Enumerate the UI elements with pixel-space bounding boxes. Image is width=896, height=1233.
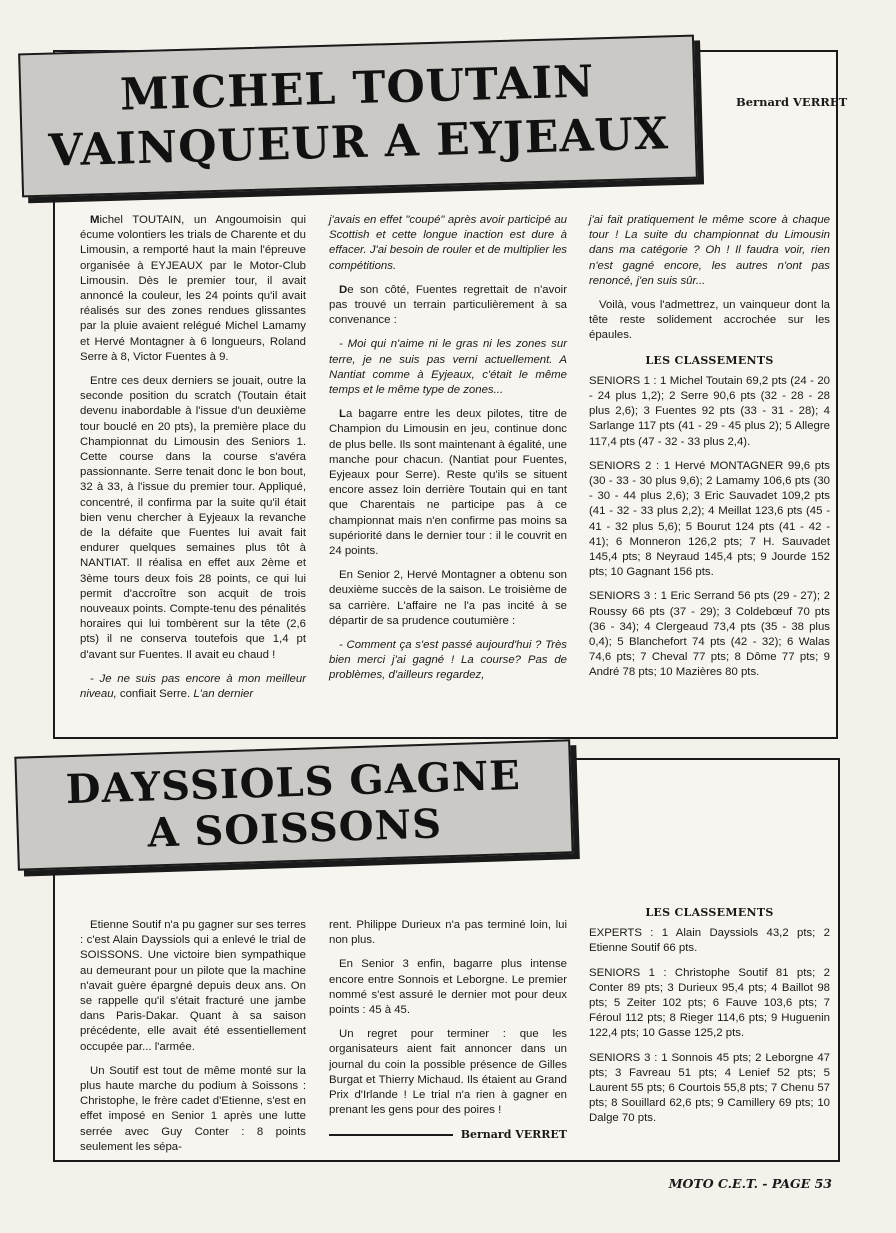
article2-title-line2: A SOISSONS: [146, 800, 443, 857]
paragraph: Entre ces deux derniers se jouait, outre la seconde position du scratch (Toutain était devenu inabordable à l'issue d'un deuxième tour bouclé en 20 pts), la première place du Championnat du Limousin des Seniors 1. Cette course dans la course s'avéra passionnante. Serre tenait donc le bon bout, 32 à 33, à l'issue du premier tour. Appliqué, concentré, il confirma par la suite qu'il était bien venu chercher à Eyjeaux la revanche de la défaite que Fuentes lui avait fait endurer quelques semaines plus tôt à NANTIAT. Il réalisa en effet aux 2ème et 3ème tours deux fois 28 points, ce qui lui permit d'accroître son acquit de trois nouveaux points. Compte-tenu des pénalités horaires qui lui tombèrent sur la tête (2,6 pts) il ne conserva toutefois que 1,4 pt d'avant sur Fuentes. Il avait eu chaud !: [80, 375, 306, 661]
classements-title: LES CLASSEMENTS: [645, 353, 774, 367]
article1-title-line1: MICHEL TOUTAIN: [119, 56, 596, 121]
article2-column-3: [589, 903, 830, 1136]
paragraph: En Senior 3 enfin, bagarre plus intense encore entre Sonnois et Leborgne. Le premier nommé s'est assuré le dernier mot pour deux points : 45 à 45.: [329, 958, 567, 1017]
paragraph: e son côté, Fuentes regrettait de n'avoir pas trouvé un terrain particulièrement à sa convenance :: [329, 283, 567, 327]
article1-title-line2: VAINQUEUR A EYJEAUX: [47, 108, 670, 177]
article1-title-banner: [18, 35, 698, 198]
paragraph: ichel TOUTAIN, un Angoumoisin qui écume volontiers les trials de Charente et du Limousin, a remporté haut la main l'épreuve organisée à EYJEAUX par le Motor-Club Limousin. Dès le premier tour, il avait annoncé la couleur, les 24 points qu'il avait réalisés sur des zones rendues glissantes par la pluie avaient relégué Michel Lamamy et Hervé Montagner à 6 longueurs, Roland Serre à 8, Victor Fuentes à 9.: [80, 214, 306, 363]
results-seniors3: SENIORS 3 : 1 Eric Serrand 56 pts (29 - 27); 2 Roussy 66 pts (37 - 29); 3 Coldebœuf 70 pts (36 - 34); 4 Clergeaud 73,4 pts (35 - 38 plus 0,4); 5 Blanchefort 74 pts (42 - 32); 6 Walas 74,6 pts; 7 Cheval 77 pts; 8 Dôme 77 pts; 9 André 78 pts; 10 Mazières 80 pts.: [589, 590, 830, 679]
paragraph: Un Soutif est tout de même monté sur la plus haute marche du podium à Soissons : Christophe, le frère cadet d'Etienne, s'est en effet imposé en Senior 1 après une lutte serrée avec Guy Conter : 8 points seulement les sépa-: [80, 1064, 306, 1153]
results-seniors1: SENIORS 1 : 1 Michel Toutain 69,2 pts (24 - 20 - 24 plus 1,2); 2 Serre 90,6 pts (32 - 28 - 28 plus 2,6); 3 Fuentes 92 pts (33 - 31 - 28); 4 Sarlange 117 pts (41 - 29 - 45 plus 2); 5 Allegre 117,4 pts (47 - 32 - 33 plus 2,4).: [589, 374, 830, 448]
article1-column-2: j'avais en effet "coupé" après avoir participé au Scottish et cette longue inaction est dure à effacer. J'ai besoin de rouler et de multiplier les compétitions. De son côté, Fuentes regrettait de n'avoir pas trouvé un terrain particulièrement à sa convenance : - Moi qui n'aime ni le gras ni les zones sur terre, je ne suis pas verni actuellement. A Nantiat comme à Eyjeaux, c'était le même temps et le même type de zones... La bagarre entre les deux pilotes, titre de Champion du Limousin en jeu, continue donc de plus belle. Ils sont maintenant à égalité, une manche pour chacun. (Nantiat pour Fuentes, Eyjeaux pour Serre). Reste qu'ils se situent encore assez loin derrière Toutain qui en tant que Charentais ne participe pas à ce championnat mais n'en confirme pas moins sa supériorité dans le dernier tour : il le couvrit en 24 points. En Senior 2, Hervé Montagner a obtenu son deuxième succès de la saison. Le troisième de sa carrière. L'affaire ne l'a pas incité à se départir de sa prudence coutumière : - Comment ça s'est passé aujourd'hui ? Très bien merci j'ai gagné ! La course? Pas de problèmes, d'ailleurs regardez,: [329, 213, 567, 693]
paragraph: a bagarre entre les deux pilotes, titre de Champion du Limousin en jeu, continue donc de plus belle. Ils sont maintenant à égalité, une manche pour chacun. (Nantiat pour Fuentes, Eyjeaux pour Serre). Reste qu'ils se situent encore assez loin derrière Toutain qui en tant que Charentais ne participe pas à ce championnat mais n'en confirme pas moins sa supériorité dans le dernier tour : il le couvrit en 24 points.: [329, 408, 567, 558]
article2-title-line1: DAYSSIOLS GAGNE: [65, 751, 522, 814]
quote-paragraph: - Comment ça s'est passé aujourd'hui ? Très bien merci j'ai gagné ! La course? Pas de problèmes, d'ailleurs regardez,: [329, 639, 567, 682]
classements-title: LES CLASSEMENTS: [645, 906, 774, 919]
article2-column-2: [329, 918, 567, 1143]
article1-column-1: Michel TOUTAIN, un Angoumoisin qui écume volontiers les trials de Charente et du Limousin, a remporté haut la main l'épreuve organisée à EYJEAUX par le Motor-Club Limousin. Dès le premier tour, il avait annoncé la couleur, les 24 points qu'il avait réalisés sur des zones rendues glissantes par la pluie avaient relégué Michel Lamamy et Hervé Montagner à 6 longueurs, Roland Serre à 8, Victor Fuentes à 9. Entre ces deux derniers se jouait, outre la seconde position du scratch (Toutain était devenu inabordable à l'issue d'un deuxième tour bouclé en 20 pts), la première place du Championnat du Limousin des Seniors 1. Cette course dans la course s'avéra passionnante. Serre tenait donc le bon bout, 32 à 33, à l'issue du premier tour. Appliqué, concentré, il confirma par la suite qu'il était bien venu chercher à Eyjeaux la revanche de la défaite que Fuentes lui avait fait endurer quelques semaines plus tôt à NANTIAT. Il réalisa en effet aux 2ème et 3ème tours deux fois 28 points, ce qui lui permit d'accroître son acquit de trois nouveaux points. Compte-tenu des pénalités horaires qui lui tombèrent sur la tête (2,6 pts) il ne conserva toutefois que 1,4 pt d'avant sur Fuentes. Il avait eu chaud ! - Je ne suis pas encore à mon meilleur niveau, confiait Serre. L'an dernier: [80, 213, 306, 711]
paragraph: En Senior 2, Hervé Montagner a obtenu son deuxième succès de la saison. Le troisième de sa carrière. L'affaire ne l'a pas incité à se départir de sa prudence coutumière :: [329, 569, 567, 627]
quote-paragraph: j'ai fait pratiquement le même score à chaque tour ! La suite du championnat du Limousin dans ma catégorie ? Oh ! Il faudra voir, rien n'est gagné encore, les autres n'ont pas renoncé, j'en suis sûr...: [589, 214, 830, 287]
page-footer: MOTO C.E.T. - PAGE 53: [668, 1176, 832, 1191]
results-seniors3: SENIORS 3 : 1 Sonnois 45 pts; 2 Leborgne 47 pts; 3 Favreau 51 pts; 4 Lenief 52 pts; 5 Laurent 55 pts; 6 Courtois 55,8 pts; 7 Chenu 57 pts; 8 Souillard 62,6 pts; 9 Camillery 69 pts; 10 Dalge 70 pts.: [589, 1051, 830, 1125]
paragraph: Etienne Soutif n'a pu gagner sur ses terres : c'est Alain Dayssiols qui a enlevé le trial de SOISSONS. Une victoire bien sympathique au demeurant pour un pilote que la machine n'avait guère épargné depuis deux ans. On se rappelle qu'il s'était fracturé une jambe dans Paris-Dakar. Quant à sa saison précédente, elle avait été essentiellement occupée par... l'armée.: [80, 919, 306, 1053]
quote-paragraph: j'avais en effet "coupé" après avoir participé au Scottish et cette longue inaction est dure à effacer. J'ai besoin de rouler et de multiplier les compétitions.: [329, 214, 567, 272]
article1-column-3: [589, 213, 830, 690]
byline-rule: [329, 1134, 453, 1136]
paragraph: Voilà, vous l'admettrez, un vainqueur dont la tête reste solidement accrochée sur les épaules.: [589, 299, 830, 342]
results-experts: EXPERTS : 1 Alain Dayssiols 43,2 pts; 2 Etienne Soutif 66 pts.: [589, 927, 830, 955]
quote-paragraph: - Je ne suis pas encore à mon meilleur niveau, confiait Serre. L'an dernier: [80, 672, 306, 701]
paragraph: rent. Philippe Durieux n'a pas terminé loin, lui non plus.: [329, 919, 567, 947]
byline-text: Bernard VERRET: [460, 1128, 567, 1142]
article2-title-banner: [14, 739, 573, 870]
article1-byline: Bernard VERRET: [736, 95, 848, 109]
quote-paragraph: - Moi qui n'aime ni le gras ni les zones sur terre, je ne suis pas verni actuellement. A Nantiat comme à Eyjeaux, c'était le même temps et le même type de zones...: [329, 338, 567, 397]
article2-column-1: [80, 918, 306, 1164]
article2-byline: [329, 1127, 567, 1142]
results-seniors1: SENIORS 1 : Christophe Soutif 81 pts; 2 Conter 89 pts; 3 Durieux 95,4 pts; 4 Baillot 98 pts; 5 Zeiter 102 pts; 6 Fauve 103,6 pts; 7 Féroul 112 pts; 8 Rieger 114,6 pts; 9 Huguenin 122,4 pts; 10 Gasse 125,2 pts.: [589, 966, 830, 1040]
paragraph: Un regret pour terminer : que les organisateurs aient fait annoncer dans un journal du coin la possible présence de Gilles Burgat et Thierry Michaud. Ils étaient au Grand Prix d'Irlande ! Le trial n'a rien à gagner en prenant les gens pour des poires !: [329, 1028, 567, 1117]
results-seniors2: SENIORS 2 : 1 Hervé MONTAGNER 99,6 pts (30 - 33 - 30 plus 9,6); 2 Lamamy 106,6 pts (30 - 30 - 44 plus 2,6); 3 Eric Sauvadet 109,2 pts (41 - 32 - 33 plus 2,2); 4 Meillat 123,6 pts (45 - 41 - 32 plus 5,6); 5 Bourut 124 pts (41 - 42 - 41); 6 Monneron 126,2 pts; 7 H. Sauvadet 145,4 pts; 8 Neyraud 145,4 pts; 9 Jourde 152 pts; 10 Gagnant 156 pts.: [589, 459, 830, 579]
